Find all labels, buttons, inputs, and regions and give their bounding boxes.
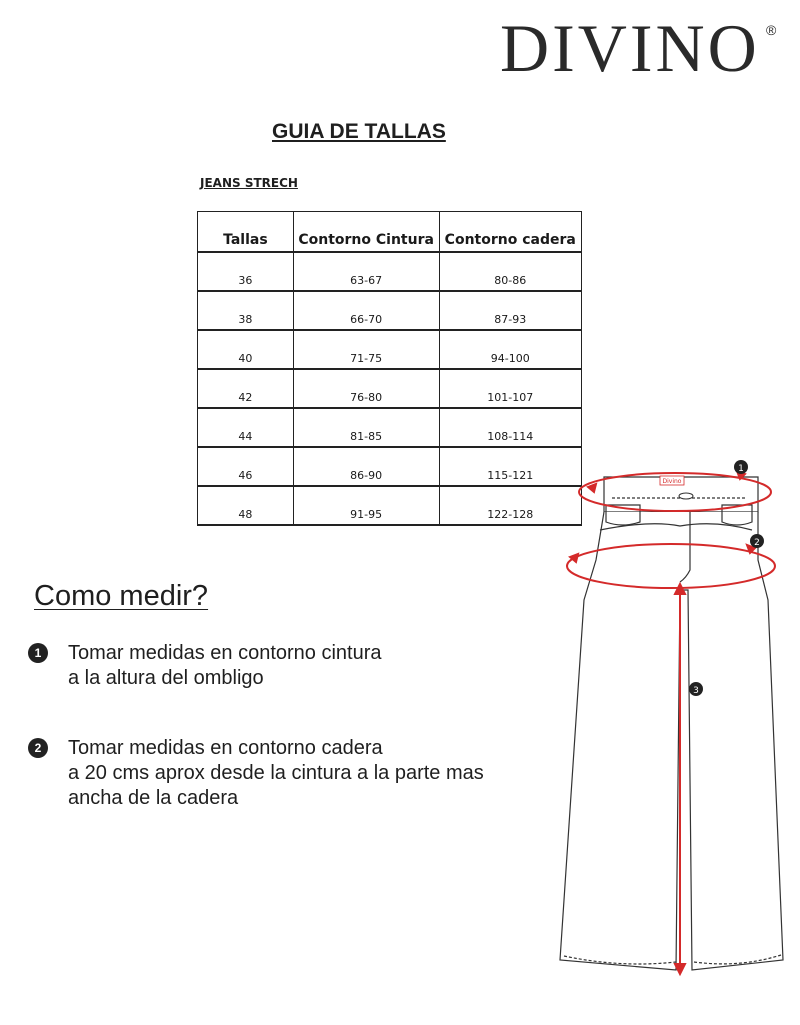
cell-talla: 44 [198, 408, 294, 447]
brand-tag [660, 476, 684, 485]
table-row [198, 408, 582, 447]
cell-talla: 46 [198, 447, 294, 486]
cell-cadera: 108-114 [439, 408, 581, 447]
svg-text:1: 1 [738, 464, 744, 474]
table-row [198, 330, 582, 369]
step-line: ancha de la cadera [68, 787, 239, 809]
button-icon [679, 493, 693, 499]
header-contorno-cintura: Contorno Cintura [293, 212, 439, 253]
cell-talla: 48 [198, 486, 294, 525]
table-row [198, 447, 582, 486]
step-number-badge: 1 [28, 643, 48, 663]
cell-cadera: 87-93 [439, 291, 581, 330]
step-line: Tomar medidas en contorno cadera [68, 737, 383, 759]
how-to-measure-title: Como medir? [34, 580, 209, 612]
page-title: GUIA DE TALLAS [272, 120, 446, 143]
cell-cintura: 63-67 [293, 252, 439, 291]
cell-cadera: 101-107 [439, 369, 581, 408]
cell-cadera: 122-128 [439, 486, 581, 525]
step-line: a la altura del ombligo [68, 667, 264, 689]
table-row [198, 486, 582, 525]
svg-text:Divino: Divino [662, 478, 682, 485]
cell-cintura: 76-80 [293, 369, 439, 408]
cell-cadera: 94-100 [439, 330, 581, 369]
cell-talla: 42 [198, 369, 294, 408]
cell-cadera: 80-86 [439, 252, 581, 291]
jeans-measurement-diagram [540, 450, 790, 980]
cell-cadera: 115-121 [439, 447, 581, 486]
section-label: JEANS STRECH [200, 176, 298, 190]
cell-cintura: 91-95 [293, 486, 439, 525]
step-line: Tomar medidas en contorno cintura [68, 642, 382, 664]
header-contorno-cadera: Contorno cadera [439, 212, 581, 253]
step-text [68, 736, 568, 811]
cell-talla: 38 [198, 291, 294, 330]
marker-1-badge [734, 460, 748, 474]
step-number-badge: 2 [28, 738, 48, 758]
header-tallas: Tallas [198, 212, 294, 253]
cell-cintura: 86-90 [293, 447, 439, 486]
step-text [68, 641, 568, 691]
registered-mark: ® [766, 22, 777, 38]
svg-text:3: 3 [693, 686, 699, 696]
table-row [198, 291, 582, 330]
svg-text:2: 2 [754, 538, 760, 548]
cell-talla: 40 [198, 330, 294, 369]
cell-talla: 36 [198, 252, 294, 291]
cell-cintura: 66-70 [293, 291, 439, 330]
table-row [198, 369, 582, 408]
table-row [198, 252, 582, 291]
marker-2-badge [750, 534, 764, 548]
cell-cintura: 81-85 [293, 408, 439, 447]
table-header-row [198, 212, 582, 253]
brand-logo: DIVINO [500, 10, 760, 86]
step-line: a 20 cms aprox desde la cintura a la parte mas [68, 762, 484, 784]
cell-cintura: 71-75 [293, 330, 439, 369]
marker-3-badge [689, 682, 703, 696]
size-table [197, 211, 582, 526]
